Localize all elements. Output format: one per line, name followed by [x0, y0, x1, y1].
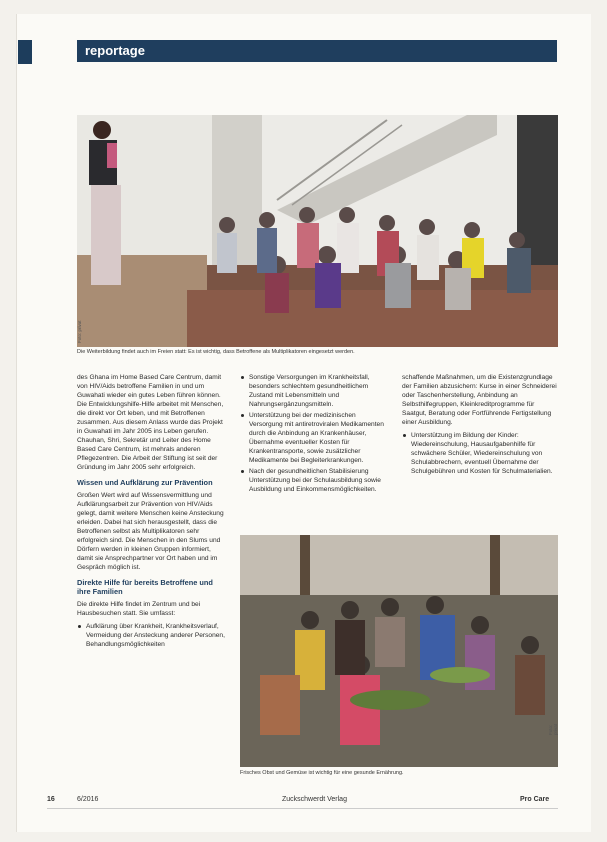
- paragraph: des Ghana im Home Based Care Centrum, damit von HIV/Aids betroffene Familien in und um Guwahati wieder ein gutes Leben führen können. Die Entwicklungshilfe-Hilfe arbeitet mit Menschen, die direkt vor Ort leben, und mit Betroffenen zusammen. Aus diesem Anlass wurde das Projekt in Guwahati im Jahr 2005 ins Leben gerufen. Chauhan, Shri, Sekretär und Leiter des Home Based Care Centrum, ist mehrals anderen Pflegezentren. Die Arbeit der Stiftung ist seit der Gründung im Jahr 2005 sehr erfolgreich.: [77, 374, 224, 471]
- paragraph: Die direkte Hilfe findet im Zentrum und bei Hausbesuchen statt. Sie umfasst:: [77, 601, 201, 617]
- paragraph: schaffende Maßnahmen, um die Existenzgrundlage der Familien abzusichern: Kurse in einer Schneiderei oder Taschenherstellung, Anbindung an Selbsthilfegruppen, Kleinkreditprogramme für Saatgut, Beratung oder Fortführende Fertigstellung einer Ausbildung.: [402, 374, 557, 426]
- bullet-item: Nach der gesundheitlichen Stabilisierung Unterstützung bei der Schulausbildung sowie Ausbildung und Einkommensmöglichkeiten.: [249, 467, 390, 494]
- photo-credit: Foto: privat: [77, 320, 82, 343]
- photo-training-illustration: [77, 115, 558, 347]
- magazine-label: Pro Care: [520, 796, 550, 803]
- bullet-item: Unterstützung im Bildung der Kinder: Wiedereinschulung, Hausaufgabenhilfe für schwächere Schüler, Wiedereinschulung von Schulabbrechern, eventuell Übernahme der Schulgebühren und Kosten für Schulmaterialien.: [411, 431, 558, 476]
- bullet-list: [77, 622, 227, 649]
- bullet-item: Aufklärung über Krankheit, Krankheitsverlauf, Vermeidung der Ansteckung anderer Personen, Behandlungsmöglichkeiten: [86, 622, 227, 649]
- section-side-mark: [18, 40, 32, 64]
- article-photo-training: [77, 115, 558, 347]
- article-column-1: [77, 373, 227, 651]
- issue-label: 6/2016: [77, 796, 99, 803]
- photo-caption: Die Weiterbildung findet auch im Freien statt: Es ist wichtig, dass Betroffene als Multiplikatoren eingesetzt werden.: [77, 349, 355, 355]
- article-photo-vegetables: [240, 535, 558, 767]
- section-header-bar: [77, 40, 557, 62]
- bullet-list: [402, 431, 558, 476]
- subheading: Wissen und Aufklärung zur Prävention: [77, 478, 213, 487]
- bullet-item: Sonstige Versorgungen im Krankheitsfall, besonders schlechtem gesundheitlichem Zustand mit Lebensmitteln und Nahrungsergänzungsmitteln.: [249, 373, 390, 409]
- subheading: Direkte Hilfe für bereits Betroffene und ihre Familien: [77, 578, 213, 596]
- section-title: reportage: [85, 43, 145, 58]
- bullet-item: Unterstützung bei der medizinischen Versorgung mit antiretroviralen Medikamenten durch die Anbindung an Krankenhäuser, Übernahme eventueller Kosten für Krankentransporte, sowie zusätzlicher Medikamente bei Begleiterkrankungen.: [249, 411, 390, 465]
- paragraph: Großen Wert wird auf Wissensvermittlung und Aufklärungsarbeit zur Prävention von HIV/Aids gelegt, damit weitere Menschen keine Ansteckung erleiden. Dabei hat sich herausgestellt, dass die Betroffenen selbst als Multiplikatoren sehr erfolgreich sind. Die Menschen in den Slums und Dörfern werden in kleinen Gruppen informiert, damit sie Ansprechpartner vor Ort haben und im Gespräch möglich ist.: [77, 492, 224, 571]
- page-number: 16: [47, 796, 55, 803]
- bullet-list: [240, 373, 390, 494]
- photo-vegetables-illustration: [240, 535, 558, 767]
- article-column-3: [402, 373, 558, 478]
- photo-caption: Frisches Obst und Gemüse ist wichtig für eine gesunde Ernährung.: [240, 770, 404, 776]
- photo-credit: Foto: privat: [548, 723, 558, 735]
- article-column-2: [240, 373, 390, 496]
- publisher-label: Zuckschwerdt Verlag: [282, 796, 347, 803]
- footer-divider: [47, 808, 558, 809]
